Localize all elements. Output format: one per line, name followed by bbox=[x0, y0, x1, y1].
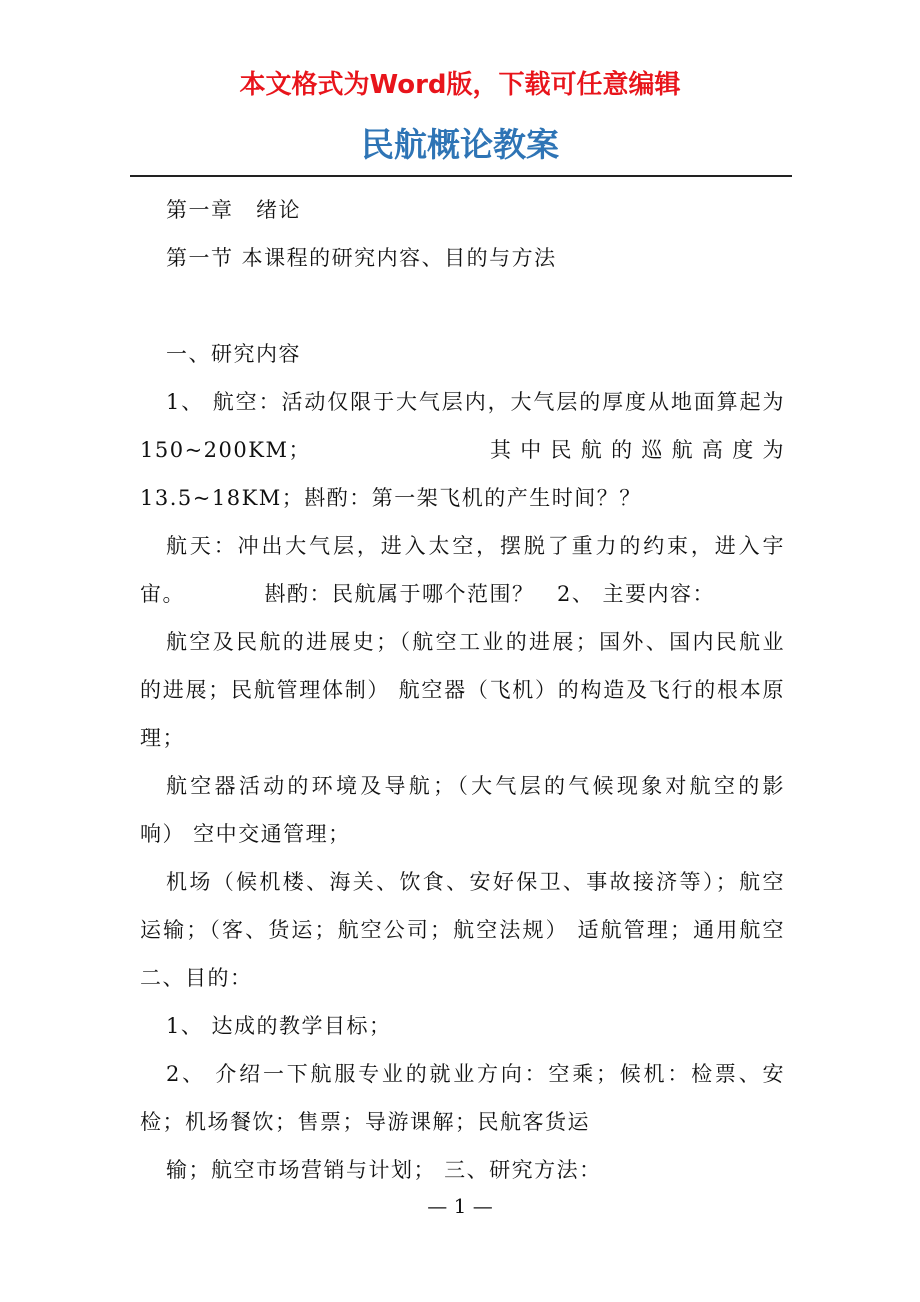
chapter-heading: 第一章 绪论 bbox=[166, 198, 301, 222]
page-number: — 1 — bbox=[427, 1194, 493, 1218]
paragraph-aviation: 1、 航空：活动仅限于大气层内，大气层的厚度从地面算起为 150~200KM； 其中民航的巡航高度为13.5~18KM；斟酌：第一架飞机的产生时间？？ bbox=[140, 390, 785, 510]
list-item-goal-1: 1、 达成的教学目标； bbox=[166, 1014, 392, 1038]
paragraph-aerospace: 航天：冲出大气层，进入太空，摆脱了重力的约束，进入宇宙。 斟酌：民航属于哪个范围？ 2、 主要内容： bbox=[140, 534, 785, 606]
section-heading: 第一节 本课程的研究内容、目的与方法 bbox=[166, 246, 557, 270]
paragraph-airport: 机场（候机楼、海关、饮食、安好保卫、事故接济等）；航空运输；（客、货运；航空公司；航空法规） 适航管理；通用航空 二、目的： bbox=[140, 870, 785, 990]
document-title: 民航概论教案 bbox=[361, 125, 559, 164]
list-item-goal-2: 2、 介绍一下航服专业的就业方向：空乘；候机：检票、安检；机场餐饮；售票；导游课解；民航客货运 bbox=[140, 1062, 785, 1134]
paragraph-methods: 输；航空市场营销与计划； 三、研究方法： bbox=[166, 1158, 602, 1182]
format-notice-banner: 本文格式为Word版，下载可任意编辑 bbox=[239, 70, 681, 100]
document-body bbox=[140, 186, 785, 1194]
title-divider bbox=[130, 175, 792, 177]
paragraph-history: 航空及民航的进展史；（航空工业的进展；国外、国内民航业的进展；民航管理体制） 航空器（飞机）的构造及飞行的根本原理； bbox=[140, 630, 785, 750]
paragraph-environment: 航空器活动的环境及导航；（大气层的气候现象对航空的影响） 空中交通管理； bbox=[140, 774, 785, 846]
heading-research-content: 一、研究内容 bbox=[166, 342, 301, 366]
paragraph-spacer bbox=[140, 282, 785, 330]
